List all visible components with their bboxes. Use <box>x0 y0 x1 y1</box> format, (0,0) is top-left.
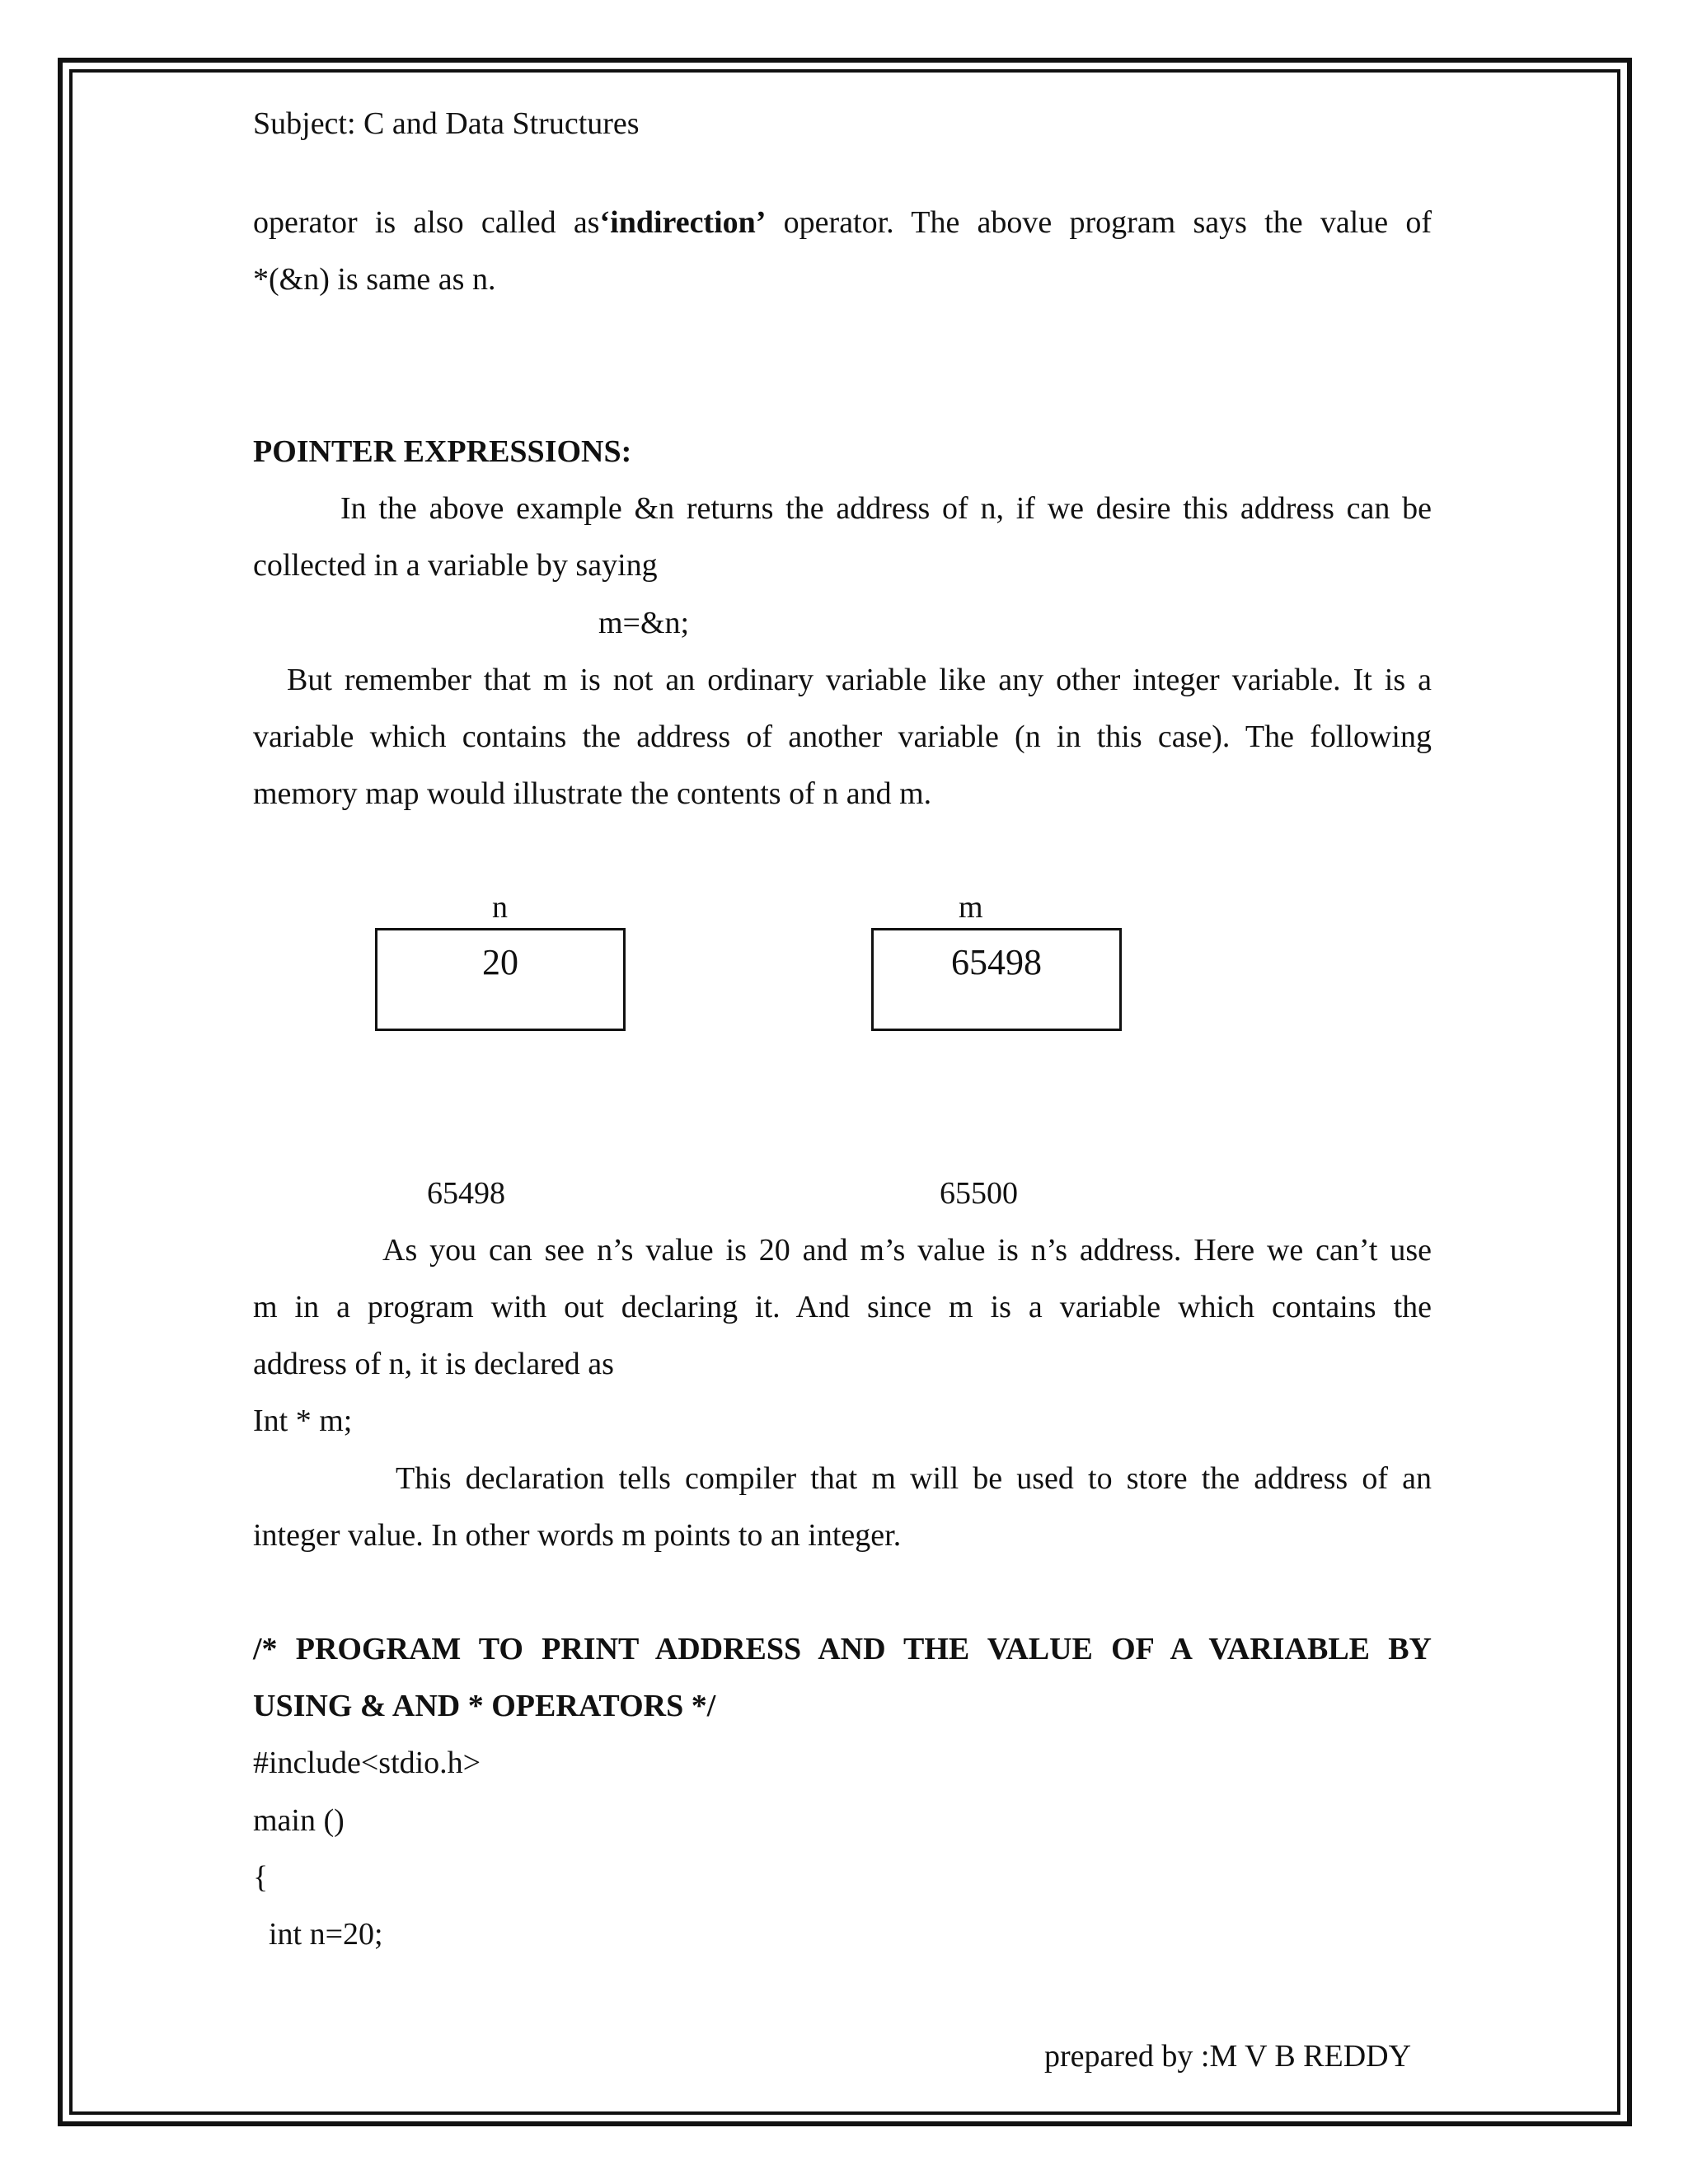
explanation-line-1: As you can see n’s value is 20 and m’s value is n’s address. Here we can’t use <box>382 1233 1432 1268</box>
code-line: main () <box>253 1803 345 1838</box>
p1-line-2: collected in a variable by saying <box>253 548 658 583</box>
p2-line-1: But remember that m is not an ordinary variable like any other integer variable. It is a <box>287 663 1432 697</box>
code-line: #include<stdio.h> <box>253 1746 481 1780</box>
intro-line-1-post: operator. The above program says the value of <box>766 205 1432 240</box>
address-n: 65498 <box>427 1176 505 1211</box>
footer-credit: prepared by :M V B REDDY <box>1044 2039 1412 2074</box>
subject-header: Subject: C and Data Structures <box>253 106 640 141</box>
p2-line-2: variable which contains the address of another variable (n in this case). The following <box>253 719 1432 754</box>
code-line: { <box>253 1860 269 1895</box>
p2-line-3: memory map would illustrate the contents of n and m. <box>253 776 932 811</box>
section-heading: POINTER EXPRESSIONS: <box>253 434 632 469</box>
declaration-code: Int * m; <box>253 1404 353 1438</box>
intro-line-1 <box>253 204 1432 241</box>
explanation-line-2: m in a program with out declaring it. And since m is a variable which contains the <box>253 1290 1432 1324</box>
var-name-m: m <box>959 890 983 925</box>
indirection-term: ‘indirection’ <box>599 205 767 240</box>
code-line: int n=20; <box>253 1917 383 1952</box>
explanation-line-3: address of n, it is declared as <box>253 1347 614 1381</box>
explanation-line-5: integer value. In other words m points to an integer. <box>253 1518 902 1553</box>
code-assignment: m=&n; <box>598 606 690 640</box>
p1-line-1: In the above example &n returns the address of n, if we desire this address can be <box>340 491 1432 526</box>
memory-value-n: 20 <box>482 942 518 982</box>
memory-value-m: 65498 <box>951 942 1042 982</box>
intro-line-1-pre: operator is also called as <box>253 205 600 240</box>
intro-line-2: *(&n) is same as n. <box>253 262 496 297</box>
explanation-line-4: This declaration tells compiler that m will be used to store the address of an <box>396 1461 1432 1496</box>
program-title-line-2: USING & AND * OPERATORS */ <box>253 1689 716 1723</box>
var-name-n: n <box>492 890 508 925</box>
address-m: 65500 <box>940 1176 1018 1211</box>
program-title-line-1: /* PROGRAM TO PRINT ADDRESS AND THE VALUE OF A VARIABLE BY <box>253 1632 1432 1666</box>
